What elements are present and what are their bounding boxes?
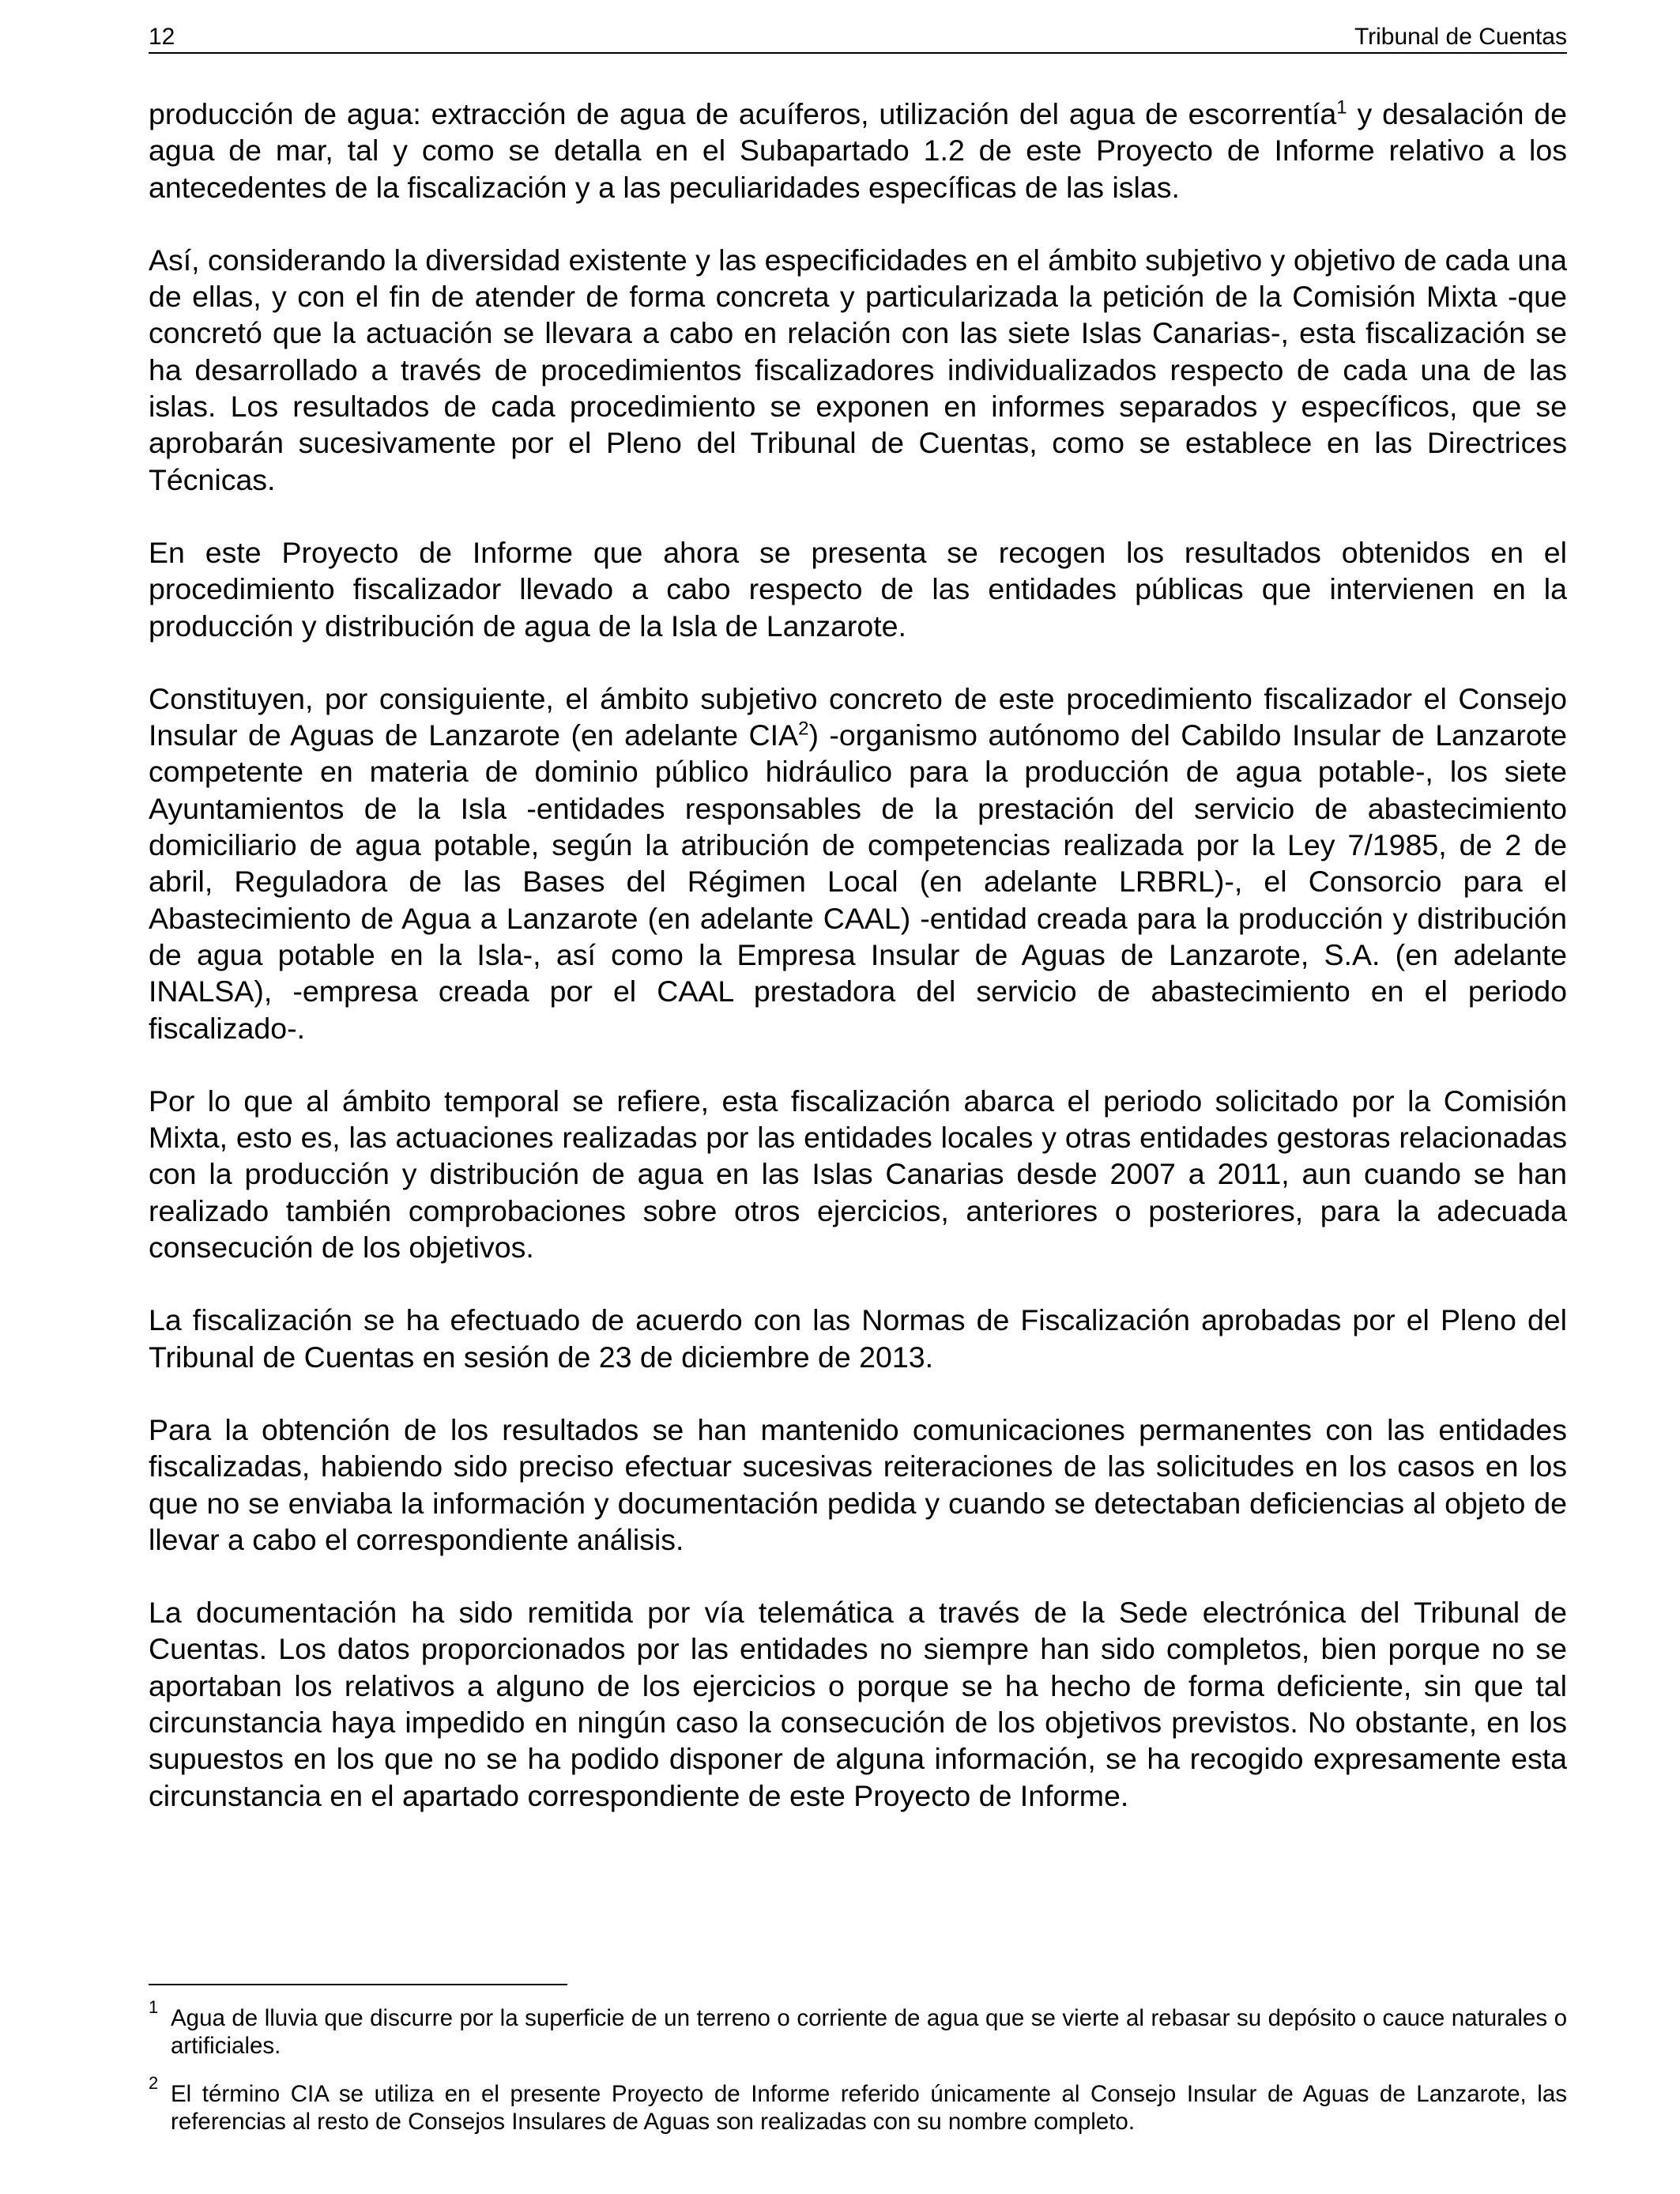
- paragraph-3: En este Proyecto de Informe que ahora se presenta se recogen los resultados obtenidos en el procedimiento fiscalizador llevado a cabo respecto de las entidades públicas que intervienen en la producción y distribución de agua de la Isla de Lanzarote.: [149, 535, 1567, 643]
- paragraph-4-text-b: ) -organismo autónomo del Cabildo Insular de Lanzarote competente en materia de dominio público hidráulico para la producción de agua potable-, los siete Ayuntamientos de la Isla -entidades responsables de la prestación del servicio de abastecimiento domiciliario de agua potable, según la atribución de competencias realizada por la Ley 7/1985, de 2 de abril, Reguladora de las Bases del Régimen Local (en adelante LRBRL)-, el Consorcio para el Abastecimiento de Agua a Lanzarote (en adelante CAAL) -entidad creada para la producción y distribución de agua potable en la Isla-, así como la Empresa Insular de Aguas de Lanzarote, S.A. (en adelante INALSA), -empresa creada por el CAAL prestadora del servicio de abastecimiento en el periodo fiscalizado-.: [149, 718, 1567, 1045]
- footnote-1-text: Agua de lluvia que discurre por la superficie de un terreno o corriente de agua que se vierte al rebasar su depósito o cauce naturales o artificiales.: [171, 2005, 1567, 2059]
- paragraph-5: Por lo que al ámbito temporal se refiere, esta fiscalización abarca el periodo solicitado por la Comisión Mixta, esto es, las actuaciones realizadas por las entidades locales y otras entidades gestoras relacionadas con la producción y distribución de agua en las Islas Canarias desde 2007 a 2011, aun cuando se han realizado también comprobaciones sobre otros ejercicios, anteriores o posteriores, para la adecuada consecución de los objetivos.: [149, 1084, 1567, 1265]
- paragraph-4-text-a: Constituyen, por consiguiente, el ámbito subjetivo concreto de este procedimiento fiscalizador el Consejo Insular de Aguas de Lanzarote (en adelante CIA: [149, 681, 1567, 752]
- footnote-2-marker: 2: [149, 2073, 159, 2093]
- footnote-2-text: El término CIA se utiliza en el presente Proyecto de Informe referido únicamente al Consejo Insular de Aguas de Lanzarote, las referencias al resto de Consejos Insulares de Aguas son realizadas con su nombre completo.: [171, 2081, 1567, 2135]
- paragraph-4: [149, 680, 1567, 1046]
- footnote-1: [149, 1997, 1567, 2060]
- paragraph-2: Así, considerando la diversidad existente y las especificidades en el ámbito subjetivo y objetivo de cada una de ellas, y con el fin de atender de forma concreta y particularizada la petición de la Comisión Mixta -que concretó que la actuación se llevara a cabo en relación con las siete Islas Canarias-, esta fiscalización se ha desarrollado a través de procedimientos fiscalizadores individualizados respecto de cada una de las islas. Los resultados de cada procedimiento se exponen en informes separados y específicos, que se aprobarán sucesivamente por el Pleno del Tribunal de Cuentas, como se establece en las Directrices Técnicas.: [149, 243, 1567, 496]
- page-header: [149, 16, 1567, 54]
- footnotes: [149, 1997, 1567, 2156]
- paragraph-7: Para la obtención de los resultados se han mantenido comunicaciones permanentes con las entidades fiscalizadas, habiendo sido preciso efectuar sucesivas reiteraciones de las solicitudes en los casos en los que no se enviaba la información y documentación pedida y cuando se detectaban deficiencias al objeto de llevar a cabo el correspondiente análisis.: [149, 1412, 1567, 1556]
- paragraph-1-text-a: producción de agua: extracción de agua de acuíferos, utilización del agua de escorrentía: [149, 97, 1337, 130]
- paragraph-1: [149, 96, 1567, 205]
- paragraph-6: La fiscalización se ha efectuado de acuerdo con las Normas de Fiscalización aprobadas por el Pleno del Tribunal de Cuentas en sesión de 23 de diciembre de 2013.: [149, 1303, 1567, 1374]
- body-text: [149, 96, 1567, 1850]
- footnote-ref-1: 1: [1336, 96, 1347, 119]
- paragraph-1-text-b: y desalación de agua de mar, tal y como se detalla en el Subapartado 1.2 de este Proyecto de Informe relativo a los antecedentes de la fiscalización y a las peculiaridades específicas de las islas.: [149, 97, 1568, 204]
- page-number: 12: [149, 24, 175, 50]
- footnote-ref-2: 2: [798, 718, 809, 740]
- footnote-2: [149, 2073, 1567, 2136]
- footnote-separator: [149, 1984, 567, 1985]
- paragraph-8: La documentación ha sido remitida por vía telemática a través de la Sede electrónica del Tribunal de Cuentas. Los datos proporcionados por las entidades no siempre han sido completos, bien porque no se aportaban los relativos a alguno de los ejercicios o porque se ha hecho de forma deficiente, sin que tal circunstancia haya impedido en ningún caso la consecución de los objetivos previstos. No obstante, en los supuestos en los que no se ha podido disponer de alguna información, se ha recogido expresamente esta circunstancia en el apartado correspondiente de este Proyecto de Informe.: [149, 1596, 1567, 1812]
- footnote-1-marker: 1: [149, 1997, 159, 2017]
- running-title: Tribunal de Cuentas: [1354, 24, 1567, 50]
